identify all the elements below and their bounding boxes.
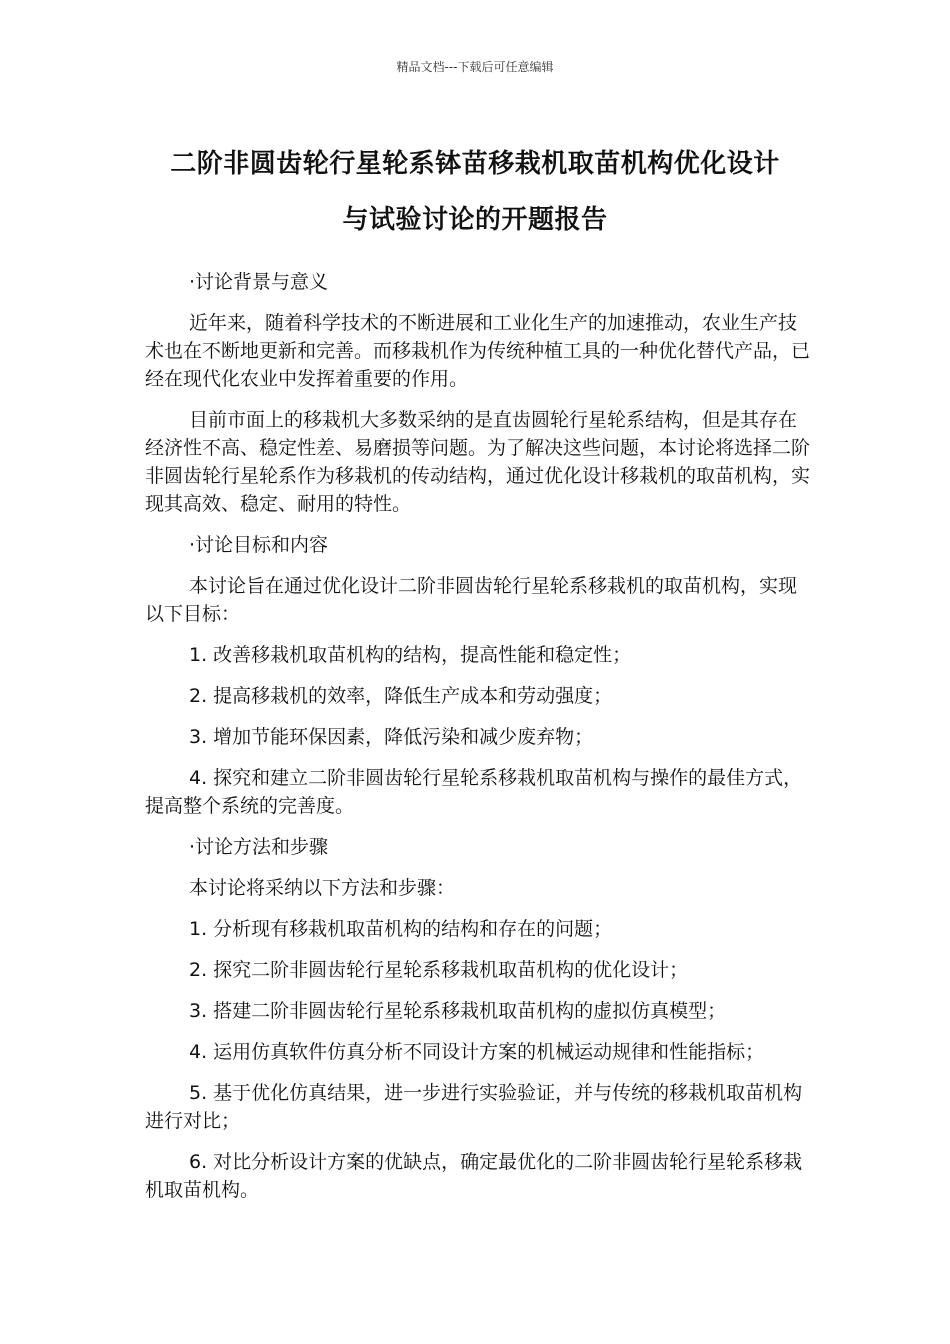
- list-item: 3. 增加节能环保因素，降低污染和减少废弃物；: [189, 726, 594, 748]
- title-line-2: 与试验讨论的开题报告: [342, 205, 608, 235]
- paragraph: 目前市面上的移栽机大多数采纳的是直齿圆轮行星轮系结构，但是其存在经济性不高、稳定性差、易磨损等问题。为了解决这些问题，本讨论将选择二阶非圆齿轮行星轮系作为移栽机的传动结构，通过优化设计移栽机的取苗机构，实现其高效、稳定、耐用的特性。: [145, 409, 811, 515]
- section-heading-background: ·讨论背景与意义: [189, 271, 329, 293]
- list-item: 1. 改善移栽机取苗机构的结构，提高性能和稳定性；: [189, 644, 632, 666]
- list-item: 2. 探究二阶非圆齿轮行星轮系移栽机取苗机构的优化设计；: [189, 959, 689, 981]
- list-item: 6. 对比分析设计方案的优缺点，确定最优化的二阶非圆齿轮行星轮系移栽机取苗机构。: [145, 1151, 803, 1201]
- paragraph: 本讨论旨在通过优化设计二阶非圆齿轮行星轮系移栽机的取苗机构，实现以下目标：: [145, 575, 798, 625]
- section-heading-goals: ·讨论目标和内容: [189, 534, 329, 556]
- list-item: 1. 分析现有移栽机取苗机构的结构和存在的问题；: [189, 918, 613, 940]
- paragraph: 近年来，随着科学技术的不断进展和工业化生产的加速推动，农业生产技术也在不断地更新和完善。而移栽机作为传统种植工具的一种优化替代产品，已经在现代化农业中发挥着重要的作用。: [145, 312, 811, 390]
- list-item: 2. 提高移栽机的效率，降低生产成本和劳动强度；: [189, 685, 613, 707]
- list-item: 3. 搭建二阶非圆齿轮行星轮系移栽机取苗机构的虚拟仿真模型；: [189, 1000, 727, 1022]
- list-item: 4. 探究和建立二阶非圆齿轮行星轮系移栽机取苗机构与操作的最佳方式，提高整个系统的完善度。: [145, 767, 803, 817]
- section-heading-methods: ·讨论方法和步骤: [189, 836, 329, 858]
- list-item: 4. 运用仿真软件仿真分析不同设计方案的机械运动规律和性能指标；: [189, 1041, 765, 1063]
- document-title: [120, 136, 830, 248]
- header-note: 精品文档---下载后可任意编辑: [396, 60, 554, 74]
- paragraph: 本讨论将采纳以下方法和步骤：: [189, 877, 456, 899]
- title-line-1: 二阶非圆齿轮行星轮系钵苗移栽机取苗机构优化设计: [170, 149, 780, 179]
- document-body: [145, 268, 810, 1217]
- list-item: 5. 基于优化仿真结果，进一步进行实验验证，并与传统的移栽机取苗机构进行对比；: [145, 1082, 803, 1132]
